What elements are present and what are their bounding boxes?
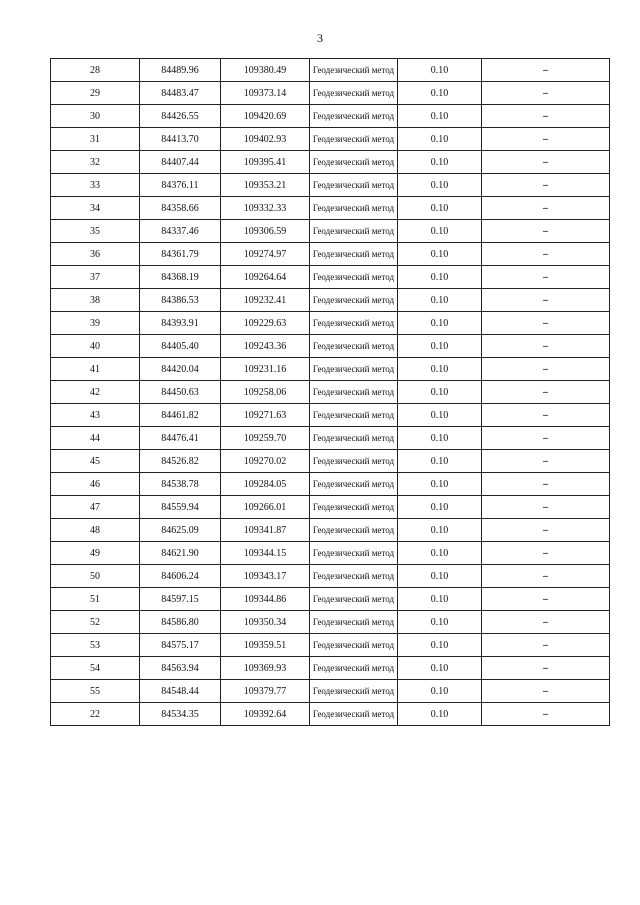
note-cell: – (482, 634, 610, 657)
method-cell: Геодезический метод (310, 680, 398, 703)
x-coordinate-cell: 84413.70 (140, 128, 221, 151)
note-cell: – (482, 243, 610, 266)
method-cell: Геодезический метод (310, 197, 398, 220)
point-number-cell: 47 (51, 496, 140, 519)
note-cell: – (482, 657, 610, 680)
y-coordinate-cell: 109353.21 (221, 174, 310, 197)
precision-cell: 0.10 (398, 105, 482, 128)
point-number-cell: 37 (51, 266, 140, 289)
y-coordinate-cell: 109266.01 (221, 496, 310, 519)
point-number-cell: 34 (51, 197, 140, 220)
point-number-cell: 49 (51, 542, 140, 565)
x-coordinate-cell: 84563.94 (140, 657, 221, 680)
table-row (51, 519, 610, 542)
precision-cell: 0.10 (398, 565, 482, 588)
y-coordinate-cell: 109341.87 (221, 519, 310, 542)
method-cell: Геодезический метод (310, 243, 398, 266)
x-coordinate-cell: 84559.94 (140, 496, 221, 519)
point-number-cell: 55 (51, 680, 140, 703)
y-coordinate-cell: 109271.63 (221, 404, 310, 427)
note-cell: – (482, 82, 610, 105)
y-coordinate-cell: 109264.64 (221, 266, 310, 289)
method-cell: Геодезический метод (310, 128, 398, 151)
table-row (51, 680, 610, 703)
precision-cell: 0.10 (398, 473, 482, 496)
precision-cell: 0.10 (398, 335, 482, 358)
method-cell: Геодезический метод (310, 266, 398, 289)
y-coordinate-cell: 109343.17 (221, 565, 310, 588)
note-cell: – (482, 565, 610, 588)
page-number: 3 (317, 31, 323, 45)
y-coordinate-cell: 109395.41 (221, 151, 310, 174)
precision-cell: 0.10 (398, 542, 482, 565)
point-number-cell: 29 (51, 82, 140, 105)
x-coordinate-cell: 84489.96 (140, 59, 221, 82)
point-number-cell: 50 (51, 565, 140, 588)
point-number-cell: 33 (51, 174, 140, 197)
method-cell: Геодезический метод (310, 174, 398, 197)
x-coordinate-cell: 84358.66 (140, 197, 221, 220)
y-coordinate-cell: 109243.36 (221, 335, 310, 358)
precision-cell: 0.10 (398, 588, 482, 611)
precision-cell: 0.10 (398, 289, 482, 312)
point-number-cell: 35 (51, 220, 140, 243)
method-cell: Геодезический метод (310, 381, 398, 404)
y-coordinate-cell: 109402.93 (221, 128, 310, 151)
precision-cell: 0.10 (398, 358, 482, 381)
table-row (51, 381, 610, 404)
point-number-cell: 32 (51, 151, 140, 174)
method-cell: Геодезический метод (310, 312, 398, 335)
precision-cell: 0.10 (398, 496, 482, 519)
x-coordinate-cell: 84426.55 (140, 105, 221, 128)
method-cell: Геодезический метод (310, 588, 398, 611)
x-coordinate-cell: 84548.44 (140, 680, 221, 703)
note-cell: – (482, 680, 610, 703)
point-number-cell: 28 (51, 59, 140, 82)
method-cell: Геодезический метод (310, 151, 398, 174)
point-number-cell: 42 (51, 381, 140, 404)
y-coordinate-cell: 109306.59 (221, 220, 310, 243)
table-row (51, 82, 610, 105)
y-coordinate-cell: 109350.34 (221, 611, 310, 634)
y-coordinate-cell: 109274.97 (221, 243, 310, 266)
table-row (51, 703, 610, 726)
method-cell: Геодезический метод (310, 450, 398, 473)
method-cell: Геодезический метод (310, 542, 398, 565)
precision-cell: 0.10 (398, 634, 482, 657)
note-cell: – (482, 266, 610, 289)
note-cell: – (482, 105, 610, 128)
x-coordinate-cell: 84420.04 (140, 358, 221, 381)
note-cell: – (482, 312, 610, 335)
coordinates-table (50, 58, 610, 726)
method-cell: Геодезический метод (310, 59, 398, 82)
x-coordinate-cell: 84337.46 (140, 220, 221, 243)
x-coordinate-cell: 84621.90 (140, 542, 221, 565)
x-coordinate-cell: 84461.82 (140, 404, 221, 427)
method-cell: Геодезический метод (310, 220, 398, 243)
note-cell: – (482, 335, 610, 358)
table-row (51, 289, 610, 312)
method-cell: Геодезический метод (310, 427, 398, 450)
x-coordinate-cell: 84597.15 (140, 588, 221, 611)
y-coordinate-cell: 109284.05 (221, 473, 310, 496)
table-row (51, 542, 610, 565)
x-coordinate-cell: 84368.19 (140, 266, 221, 289)
y-coordinate-cell: 109258.06 (221, 381, 310, 404)
precision-cell: 0.10 (398, 128, 482, 151)
precision-cell: 0.10 (398, 381, 482, 404)
point-number-cell: 43 (51, 404, 140, 427)
note-cell: – (482, 519, 610, 542)
note-cell: – (482, 473, 610, 496)
y-coordinate-cell: 109270.02 (221, 450, 310, 473)
coordinates-table-body (51, 59, 610, 726)
note-cell: – (482, 358, 610, 381)
precision-cell: 0.10 (398, 82, 482, 105)
point-number-cell: 41 (51, 358, 140, 381)
note-cell: – (482, 427, 610, 450)
table-row (51, 105, 610, 128)
table-row (51, 151, 610, 174)
table-row (51, 312, 610, 335)
table-row (51, 404, 610, 427)
precision-cell: 0.10 (398, 703, 482, 726)
note-cell: – (482, 404, 610, 427)
table-row (51, 243, 610, 266)
method-cell: Геодезический метод (310, 82, 398, 105)
table-row (51, 335, 610, 358)
x-coordinate-cell: 84386.53 (140, 289, 221, 312)
table-row (51, 588, 610, 611)
point-number-cell: 48 (51, 519, 140, 542)
method-cell: Геодезический метод (310, 473, 398, 496)
point-number-cell: 39 (51, 312, 140, 335)
y-coordinate-cell: 109259.70 (221, 427, 310, 450)
note-cell: – (482, 174, 610, 197)
method-cell: Геодезический метод (310, 611, 398, 634)
precision-cell: 0.10 (398, 611, 482, 634)
y-coordinate-cell: 109232.41 (221, 289, 310, 312)
table-row (51, 473, 610, 496)
point-number-cell: 46 (51, 473, 140, 496)
precision-cell: 0.10 (398, 680, 482, 703)
precision-cell: 0.10 (398, 519, 482, 542)
method-cell: Геодезический метод (310, 496, 398, 519)
precision-cell: 0.10 (398, 404, 482, 427)
y-coordinate-cell: 109344.15 (221, 542, 310, 565)
precision-cell: 0.10 (398, 312, 482, 335)
precision-cell: 0.10 (398, 243, 482, 266)
x-coordinate-cell: 84586.80 (140, 611, 221, 634)
table-row (51, 59, 610, 82)
method-cell: Геодезический метод (310, 634, 398, 657)
method-cell: Геодезический метод (310, 519, 398, 542)
y-coordinate-cell: 109231.16 (221, 358, 310, 381)
table-row (51, 220, 610, 243)
point-number-cell: 45 (51, 450, 140, 473)
y-coordinate-cell: 109359.51 (221, 634, 310, 657)
y-coordinate-cell: 109369.93 (221, 657, 310, 680)
y-coordinate-cell: 109392.64 (221, 703, 310, 726)
y-coordinate-cell: 109373.14 (221, 82, 310, 105)
point-number-cell: 31 (51, 128, 140, 151)
method-cell: Геодезический метод (310, 289, 398, 312)
x-coordinate-cell: 84376.11 (140, 174, 221, 197)
x-coordinate-cell: 84625.09 (140, 519, 221, 542)
method-cell: Геодезический метод (310, 105, 398, 128)
precision-cell: 0.10 (398, 657, 482, 680)
precision-cell: 0.10 (398, 266, 482, 289)
method-cell: Геодезический метод (310, 703, 398, 726)
table-row (51, 565, 610, 588)
note-cell: – (482, 588, 610, 611)
y-coordinate-cell: 109420.69 (221, 105, 310, 128)
y-coordinate-cell: 109380.49 (221, 59, 310, 82)
note-cell: – (482, 59, 610, 82)
x-coordinate-cell: 84534.35 (140, 703, 221, 726)
note-cell: – (482, 703, 610, 726)
point-number-cell: 44 (51, 427, 140, 450)
point-number-cell: 52 (51, 611, 140, 634)
point-number-cell: 40 (51, 335, 140, 358)
table-row (51, 634, 610, 657)
point-number-cell: 30 (51, 105, 140, 128)
note-cell: – (482, 151, 610, 174)
x-coordinate-cell: 84407.44 (140, 151, 221, 174)
note-cell: – (482, 289, 610, 312)
table-row (51, 197, 610, 220)
x-coordinate-cell: 84450.63 (140, 381, 221, 404)
x-coordinate-cell: 84393.91 (140, 312, 221, 335)
point-number-cell: 53 (51, 634, 140, 657)
table-row (51, 174, 610, 197)
precision-cell: 0.10 (398, 174, 482, 197)
point-number-cell: 36 (51, 243, 140, 266)
table-row (51, 450, 610, 473)
method-cell: Геодезический метод (310, 358, 398, 381)
point-number-cell: 38 (51, 289, 140, 312)
note-cell: – (482, 542, 610, 565)
x-coordinate-cell: 84483.47 (140, 82, 221, 105)
precision-cell: 0.10 (398, 450, 482, 473)
x-coordinate-cell: 84606.24 (140, 565, 221, 588)
point-number-cell: 51 (51, 588, 140, 611)
note-cell: – (482, 611, 610, 634)
x-coordinate-cell: 84361.79 (140, 243, 221, 266)
table-row (51, 358, 610, 381)
method-cell: Геодезический метод (310, 565, 398, 588)
note-cell: – (482, 381, 610, 404)
x-coordinate-cell: 84405.40 (140, 335, 221, 358)
precision-cell: 0.10 (398, 197, 482, 220)
note-cell: – (482, 197, 610, 220)
point-number-cell: 22 (51, 703, 140, 726)
precision-cell: 0.10 (398, 220, 482, 243)
x-coordinate-cell: 84538.78 (140, 473, 221, 496)
precision-cell: 0.10 (398, 59, 482, 82)
note-cell: – (482, 450, 610, 473)
table-row (51, 657, 610, 680)
table-row (51, 611, 610, 634)
method-cell: Геодезический метод (310, 335, 398, 358)
note-cell: – (482, 128, 610, 151)
x-coordinate-cell: 84476.41 (140, 427, 221, 450)
y-coordinate-cell: 109332.33 (221, 197, 310, 220)
y-coordinate-cell: 109344.86 (221, 588, 310, 611)
point-number-cell: 54 (51, 657, 140, 680)
table-row (51, 496, 610, 519)
table-row (51, 128, 610, 151)
note-cell: – (482, 496, 610, 519)
x-coordinate-cell: 84526.82 (140, 450, 221, 473)
method-cell: Геодезический метод (310, 657, 398, 680)
table-row (51, 266, 610, 289)
y-coordinate-cell: 109229.63 (221, 312, 310, 335)
precision-cell: 0.10 (398, 427, 482, 450)
x-coordinate-cell: 84575.17 (140, 634, 221, 657)
note-cell: – (482, 220, 610, 243)
y-coordinate-cell: 109379.77 (221, 680, 310, 703)
precision-cell: 0.10 (398, 151, 482, 174)
table-row (51, 427, 610, 450)
method-cell: Геодезический метод (310, 404, 398, 427)
